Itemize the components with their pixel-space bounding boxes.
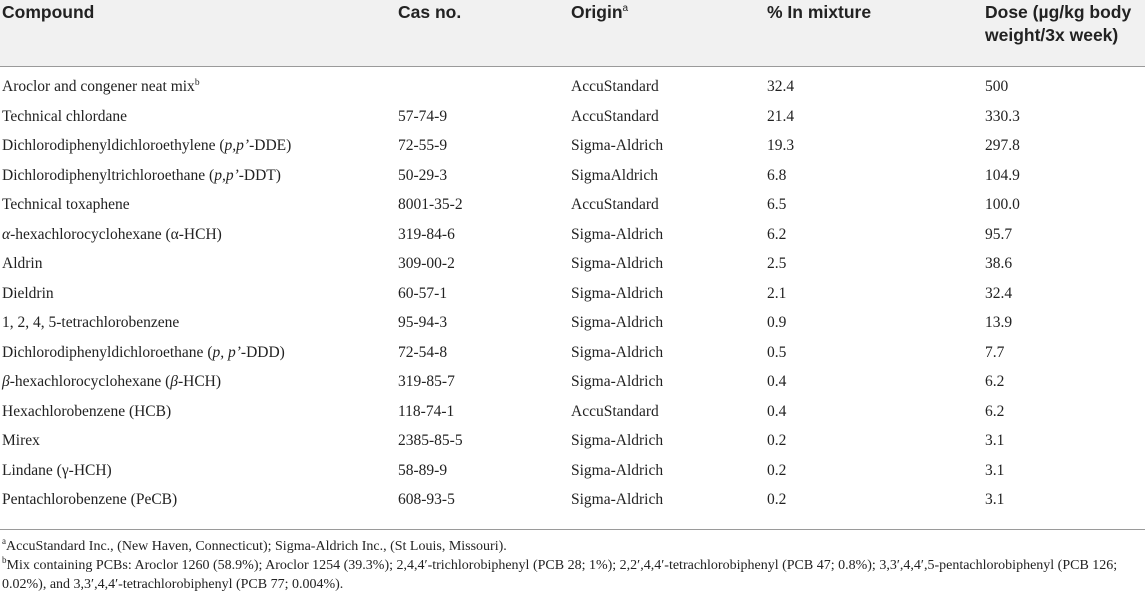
header-origin-footnote-mark: a bbox=[622, 3, 629, 14]
header-percent: % In mixture bbox=[767, 2, 872, 22]
cell-dose: 3.1 bbox=[985, 432, 1005, 449]
compound-part: Technical toxaphene bbox=[2, 196, 130, 213]
compound-part: -HCH) bbox=[177, 373, 222, 390]
cell-origin: AccuStandard bbox=[571, 402, 659, 420]
cell-dose: 13.9 bbox=[985, 314, 1013, 331]
cell-dose: 104.9 bbox=[985, 166, 1020, 184]
cell-compound bbox=[2, 195, 130, 215]
footnote-a bbox=[2, 537, 1142, 556]
compound-footnote-mark: b bbox=[194, 78, 200, 88]
footnote-a-mark: a bbox=[2, 536, 6, 546]
cell-cas: 608-93-5 bbox=[398, 491, 455, 508]
cell-compound bbox=[2, 431, 40, 451]
cell-dose: 3.1 bbox=[985, 491, 1005, 508]
cell-cas: 319-85-7 bbox=[398, 373, 455, 390]
compound-part: -DDE) bbox=[249, 137, 292, 154]
cell-dose: 6.2 bbox=[985, 373, 1005, 390]
cell-percent: 0.2 bbox=[767, 461, 787, 479]
cell-percent: 6.8 bbox=[767, 166, 787, 184]
header-dose-line2: weight/3x week) bbox=[985, 25, 1119, 45]
cell-origin: Sigma-Aldrich bbox=[571, 343, 664, 361]
compound-part: β bbox=[170, 373, 178, 390]
cell-percent: 6.5 bbox=[767, 196, 787, 213]
compound-part: p, p’ bbox=[212, 343, 241, 361]
cell-compound bbox=[2, 372, 221, 392]
cell-compound bbox=[2, 343, 285, 363]
header-origin-label: Origin bbox=[571, 2, 623, 22]
cell-compound bbox=[2, 402, 171, 422]
cell-dose: 38.6 bbox=[985, 255, 1013, 272]
cell-compound bbox=[2, 136, 291, 156]
footnote-a-text: AccuStandard Inc., (New Haven, Connecticut); Sigma-Aldrich Inc., (St Louis, Missouri). bbox=[6, 539, 507, 554]
cell-percent: 0.2 bbox=[767, 432, 787, 449]
cell-percent: 0.4 bbox=[767, 373, 787, 390]
header-origin bbox=[571, 1, 628, 23]
compound-part: β bbox=[2, 373, 10, 390]
footnote-b-mark: b bbox=[2, 555, 7, 565]
cell-dose: 32.4 bbox=[985, 284, 1013, 302]
cell-origin: Sigma-Aldrich bbox=[571, 491, 664, 508]
compound-part: -DDT) bbox=[238, 166, 281, 184]
table-row bbox=[0, 343, 1145, 373]
header-cas: Cas no. bbox=[398, 2, 462, 22]
table-row bbox=[0, 431, 1145, 461]
table-row bbox=[0, 166, 1145, 196]
cell-cas: 309-00-2 bbox=[398, 255, 455, 272]
cell-cas: 8001-35-2 bbox=[398, 196, 463, 213]
cell-origin: Sigma-Aldrich bbox=[571, 461, 664, 479]
table-row bbox=[0, 461, 1145, 491]
compound-part: Aldrin bbox=[2, 255, 43, 272]
table-bottom-rule bbox=[0, 529, 1145, 530]
compound-part: Pentachlorobenzene (PeCB) bbox=[2, 491, 178, 508]
cell-cas: 118-74-1 bbox=[398, 402, 455, 420]
table-row bbox=[0, 77, 1145, 107]
cell-dose: 330.3 bbox=[985, 107, 1020, 125]
cell-dose: 500 bbox=[985, 78, 1009, 95]
cell-compound bbox=[2, 254, 42, 274]
table-row bbox=[0, 313, 1145, 343]
table-row bbox=[0, 284, 1145, 314]
cell-origin: Sigma-Aldrich bbox=[571, 255, 664, 272]
cell-compound bbox=[2, 77, 200, 97]
table-row bbox=[0, 490, 1145, 520]
table-header bbox=[0, 0, 1145, 66]
cell-percent: 6.2 bbox=[767, 225, 787, 243]
cell-cas: 57-74-9 bbox=[398, 107, 448, 125]
cell-dose: 3.1 bbox=[985, 461, 1005, 479]
cell-origin: Sigma-Aldrich bbox=[571, 225, 664, 243]
cell-origin: Sigma-Aldrich bbox=[571, 314, 664, 331]
cell-compound bbox=[2, 313, 179, 333]
compound-part: Hexachlorobenzene (HCB) bbox=[2, 402, 172, 420]
compound-part: Aroclor and congener neat mix bbox=[2, 78, 195, 95]
cell-origin: AccuStandard bbox=[571, 107, 659, 125]
compound-part: Lindane (γ-HCH) bbox=[2, 461, 112, 479]
cell-origin: SigmaAldrich bbox=[571, 166, 658, 184]
compound-part: -hexachlorocyclohexane ( bbox=[9, 373, 171, 390]
header-rule bbox=[0, 66, 1145, 67]
cell-compound bbox=[2, 225, 222, 245]
cell-cas: 2385-85-5 bbox=[398, 432, 463, 449]
cell-compound bbox=[2, 461, 112, 481]
cell-dose: 95.7 bbox=[985, 225, 1013, 243]
compound-part: Dieldrin bbox=[2, 284, 54, 302]
table-row bbox=[0, 225, 1145, 255]
cell-cas: 50-29-3 bbox=[398, 166, 448, 184]
table-row bbox=[0, 107, 1145, 137]
cell-origin: Sigma-Aldrich bbox=[571, 284, 664, 302]
compound-part: α bbox=[2, 225, 11, 243]
compound-part: Dichlorodiphenyltrichloroethane ( bbox=[2, 166, 215, 184]
cell-percent: 19.3 bbox=[767, 137, 795, 154]
compound-part: 1, 2, 4, 5-tetrachlorobenzene bbox=[2, 314, 180, 331]
cell-cas: 319-84-6 bbox=[398, 225, 455, 243]
header-compound: Compound bbox=[2, 2, 95, 22]
cell-compound bbox=[2, 166, 281, 186]
cell-percent: 0.5 bbox=[767, 343, 787, 361]
cell-percent: 21.4 bbox=[767, 107, 795, 125]
footnote-b bbox=[2, 556, 1142, 594]
compound-part: -DDD) bbox=[240, 343, 285, 361]
cell-cas: 60-57-1 bbox=[398, 284, 448, 302]
compound-part: Dichlorodiphenyldichloroethane ( bbox=[2, 343, 213, 361]
cell-percent: 32.4 bbox=[767, 78, 795, 95]
table-row bbox=[0, 254, 1145, 284]
cell-percent: 0.4 bbox=[767, 402, 787, 420]
header-dose-line1: Dose (µg/kg body bbox=[985, 2, 1132, 22]
table-row bbox=[0, 136, 1145, 166]
table-row bbox=[0, 195, 1145, 225]
table-row bbox=[0, 372, 1145, 402]
cell-origin: Sigma-Aldrich bbox=[571, 137, 664, 154]
cell-origin: Sigma-Aldrich bbox=[571, 373, 664, 390]
cell-compound bbox=[2, 107, 127, 127]
cell-cas: 58-89-9 bbox=[398, 461, 448, 479]
cell-compound bbox=[2, 284, 54, 304]
footnote-b-text: Mix containing PCBs: Aroclor 1260 (58.9%); Aroclor 1254 (39.3%); 2,4,4′-trichlorobiphenyl (PCB 28; 1%); 2,2′,4,4′-tetrachlorobiphenyl (PCB 47; 0.8%); 3,3′,4,4′,5-pentachlorobiphenyl (PCB 126; 0.02%), and 3,3′,4,4′-tetrachlorobiphenyl (PCB 77; 0.004%). bbox=[2, 558, 1118, 592]
cell-percent: 0.9 bbox=[767, 314, 787, 331]
compound-part: -hexachlorocyclohexane (α-HCH) bbox=[10, 225, 222, 243]
cell-cas: 95-94-3 bbox=[398, 314, 448, 331]
compound-part: Dichlorodiphenyldichloroethylene ( bbox=[2, 137, 225, 154]
cell-compound bbox=[2, 490, 177, 510]
compound-part: p,p’ bbox=[214, 166, 239, 184]
cell-dose: 7.7 bbox=[985, 343, 1005, 361]
cell-percent: 2.1 bbox=[767, 284, 787, 302]
cell-origin: AccuStandard bbox=[571, 196, 659, 213]
cell-dose: 297.8 bbox=[985, 137, 1020, 154]
cell-dose: 100.0 bbox=[985, 196, 1020, 213]
cell-percent: 2.5 bbox=[767, 255, 787, 272]
cell-cas: 72-54-8 bbox=[398, 343, 448, 361]
cell-dose: 6.2 bbox=[985, 402, 1005, 420]
compound-part: Mirex bbox=[2, 432, 40, 449]
cell-cas: 72-55-9 bbox=[398, 137, 448, 154]
cell-origin: AccuStandard bbox=[571, 78, 659, 95]
compound-part: Technical chlordane bbox=[2, 107, 127, 125]
table-row bbox=[0, 402, 1145, 432]
cell-percent: 0.2 bbox=[767, 491, 787, 508]
cell-origin: Sigma-Aldrich bbox=[571, 432, 664, 449]
compound-part: p,p’ bbox=[224, 137, 250, 154]
